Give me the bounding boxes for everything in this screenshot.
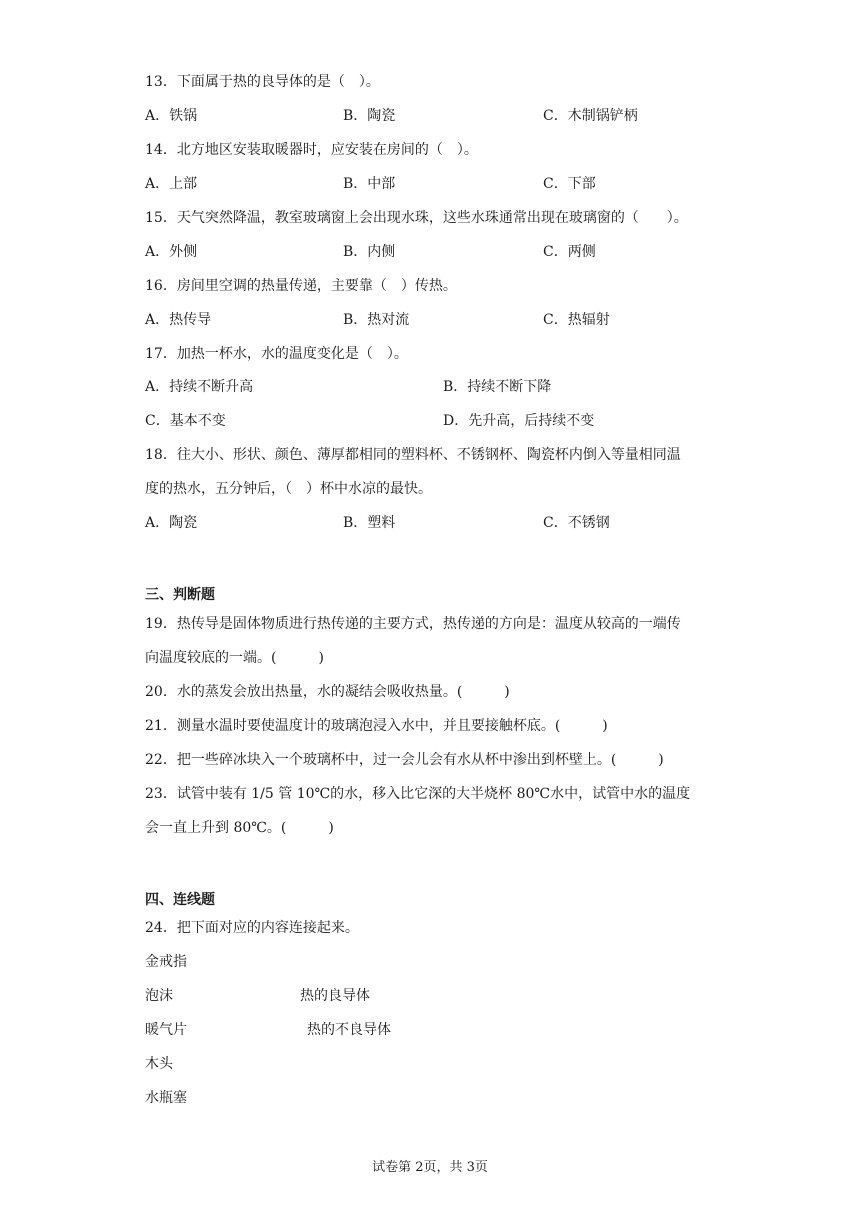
q17-option-a: A．持续不断升高 [145,379,254,395]
q15-option-c: C．两侧 [543,244,596,260]
match-left-item: 金戒指 [145,954,187,970]
q13-option-c: C．木制锅铲柄 [543,108,638,124]
q20: 20．水的蒸发会放出热量，水的凝结会吸收热量。( ) [145,684,510,700]
q18-option-a: A．陶瓷 [145,515,198,531]
q17-option-d: D．先升高，后持续不变 [443,413,595,429]
q15-option-a: A．外侧 [145,244,198,260]
match-left-item: 木头 [145,1056,173,1072]
q23-line1: 23．试管中装有 1/5 管 10℃的水，移入比它深的大半烧杯 80℃水中，试管中水的温度 [145,786,691,802]
q14-option-b: B．中部 [343,176,396,192]
q15-option-b: B．内侧 [343,244,396,260]
q16-option-c: C．热辐射 [543,312,610,328]
q16-stem: 16．房间里空调的热量传递，主要靠（ ）传热。 [145,278,457,294]
q16-option-b: B．热对流 [343,312,410,328]
q13-option-b: B．陶瓷 [343,108,396,124]
q21: 21．测量水温时要使温度计的玻璃泡浸入水中，并且要接触杯底。( ) [145,718,608,734]
q17-option-c: C．基本不变 [145,413,226,429]
q14-option-c: C．下部 [543,176,596,192]
q18-option-c: C．不锈钢 [543,515,610,531]
q24-stem: 24．把下面对应的内容连接起来。 [145,920,359,936]
q15-stem: 15．天气突然降温，教室玻璃窗上会出现水珠，这些水珠通常出现在玻璃窗的（ ）。 [145,210,688,226]
q13-option-a: A．铁锅 [145,108,198,124]
q22: 22．把一些碎冰块入一个玻璃杯中，过一会儿会有水从杯中渗出到杯壁上。( ) [145,752,664,768]
match-right-item: 热的不良导体 [307,1022,391,1038]
q17-stem: 17．加热一杯水，水的温度变化是（ ）。 [145,346,408,362]
page-footer: 试卷第 2页，共 3页 [372,1160,488,1175]
match-right-item: 热的良导体 [300,988,370,1004]
match-left-item: 暖气片 [145,1022,187,1038]
q18-stem-line1: 18．往大小、形状、颜色、薄厚都相同的塑料杯、不锈钢杯、陶瓷杯内倒入等量相同温 [145,447,681,463]
q18-stem-line2: 度的热水，五分钟后，（ ）杯中水凉的最快。 [145,481,432,497]
section3-heading: 三、判断题 [145,587,215,603]
q19-line1: 19．热传导是固体物质进行热传递的主要方式，热传递的方向是：温度从较高的一端传 [145,616,681,632]
q19-line2: 向温度较底的一端。( ) [145,650,324,666]
q14-option-a: A．上部 [145,176,198,192]
section4-heading: 四、连线题 [145,892,215,908]
match-left-item: 泡沫 [145,988,173,1004]
q18-option-b: B．塑料 [343,515,396,531]
q23-line2: 会一直上升到 80℃。( ) [145,820,334,836]
match-left-item: 水瓶塞 [145,1090,187,1106]
q13-stem: 13．下面属于热的良导体的是（ ）。 [145,74,380,90]
q16-option-a: A．热传导 [145,312,212,328]
q17-option-b: B．持续不断下降 [443,379,552,395]
q14-stem: 14．北方地区安装取暖器时，应安装在房间的（ ）。 [145,142,478,158]
